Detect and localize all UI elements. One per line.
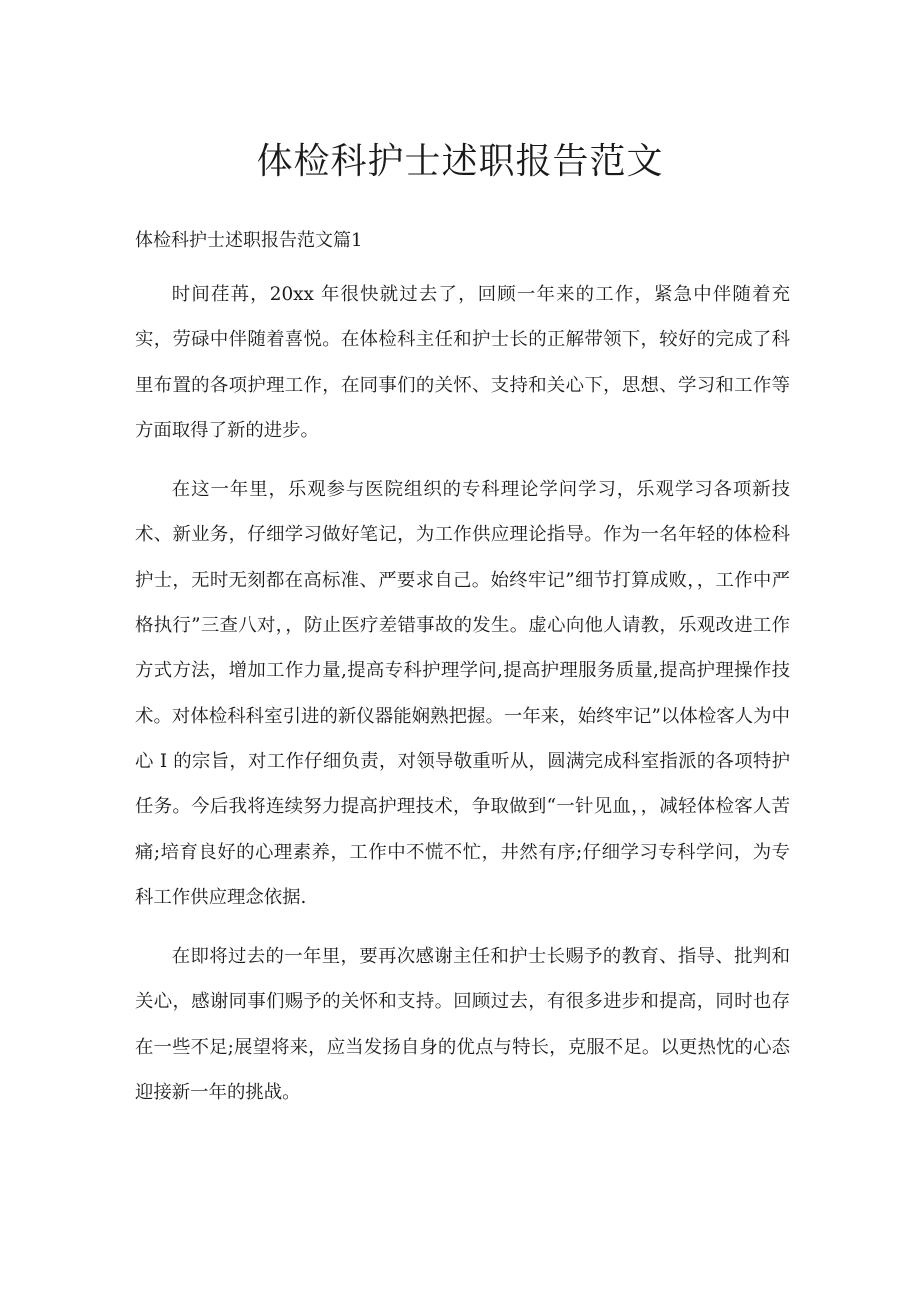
- paragraph-3: 在即将过去的一年里，要再次感谢主任和护士长赐予的教育、指导、批判和关心，感谢同事们赐予的关怀和支持。回顾过去，有很多进步和提高，同时也存在一些不足;展望将来，应当发扬自身的优点与特长，克服不足。以更热忱的心态迎接新一年的挑战。: [135, 946, 790, 1104]
- document-title: 体检科护士述职报告范文: [256, 141, 664, 182]
- document-body: [135, 272, 790, 1129]
- section-heading: 体检科护士述职报告范文篇1: [135, 230, 363, 251]
- paragraph-2: 在这一年里，乐观参与医院组织的专科理论学问学习，乐观学习各项新技术、新业务，仔细学习做好笔记，为工作供应理论指导。作为一名年轻的体检科护士，无时无刻都在高标准、严要求自己。始终牢记”细节打算成败，，工作中严格执行”三查八对，，防止医疗差错事故的发生。虚心向他人请教，乐观改进工作方式方法，增加工作力量,提高专科护理学问,提高护理服务质量,提高护理操作技术。对体检科科室引进的新仪器能娴熟把握。一年来，始终牢记”以体检客人为中心 I 的宗旨，对工作仔细负责，对领导敬重听从，圆满完成科室指派的各项特护任务。今后我将连续努力提高护理技术，争取做到“一针见血，，减轻体检客人苦痛;培育良好的心理素养，工作中不慌不忙，井然有序;仔细学习专科学问，为专科工作供应理念依据.: [135, 479, 790, 908]
- paragraph-1: 时间荏苒，20xx 年很快就过去了，回顾一年来的工作，紧急中伴随着充实，劳碌中伴随着喜悦。在体检科主任和护士长的正解带领下，较好的完成了科里布置的各项护理工作，在同事们的关怀、支持和关心下，思想、学习和工作等方面取得了新的进步。: [135, 284, 790, 441]
